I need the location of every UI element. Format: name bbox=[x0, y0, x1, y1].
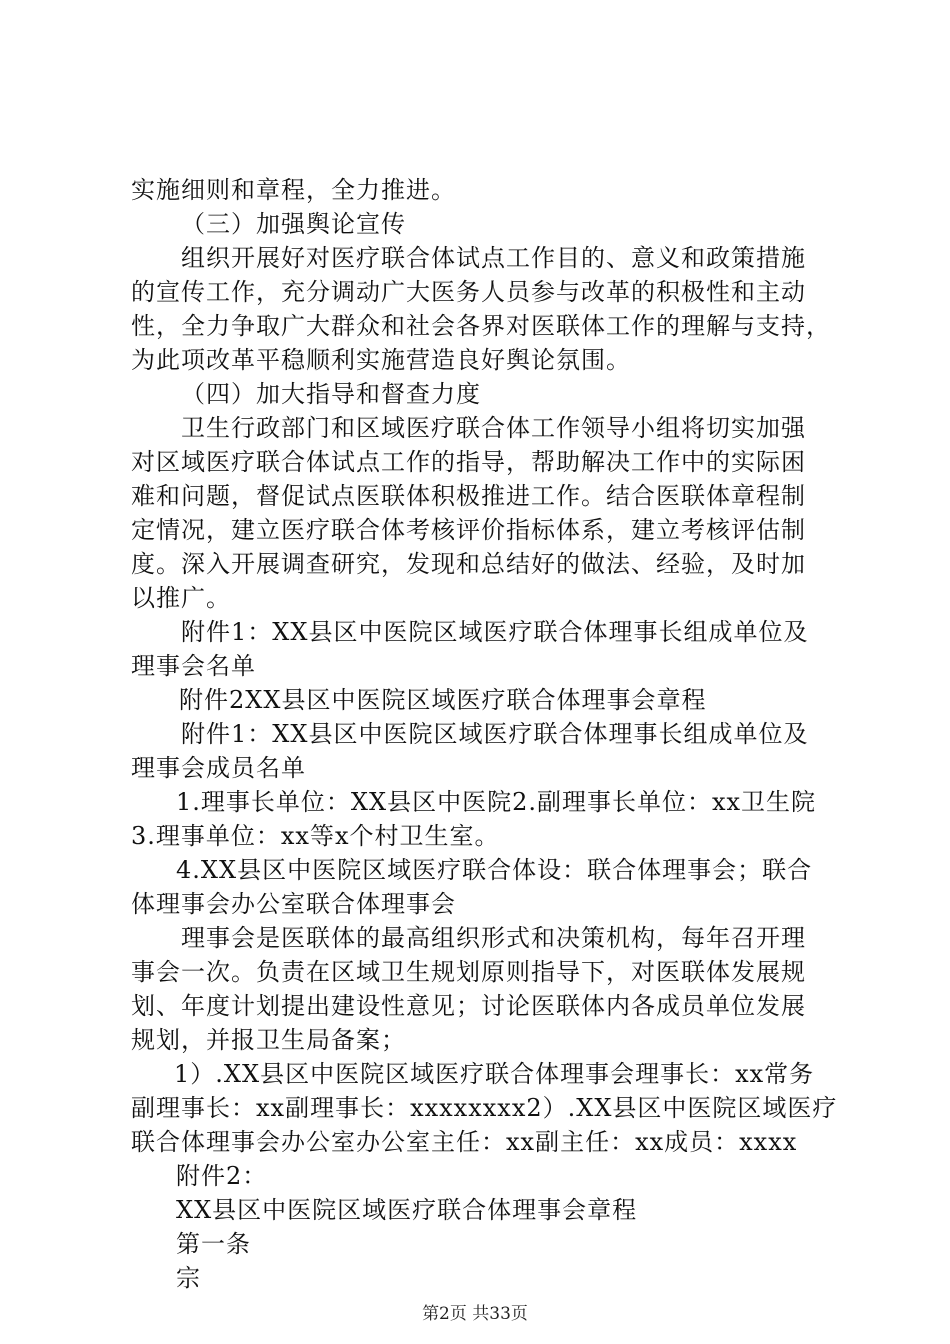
member-line-3: 联合体理事会办公室办公室主任：xx副主任：xx成员：xxxx bbox=[131, 1128, 798, 1156]
member-line-2: 副理事长：xx副理事长：xxxxxxxx2）.XX县区中医院区域医疗 bbox=[131, 1094, 838, 1122]
body-line-23: 理事会是医联体的最高组织形式和决策机构，每年召开理 bbox=[181, 924, 806, 952]
body-line-24: 事会一次。负责在区域卫生规划原则指导下，对医联体发展规 bbox=[131, 958, 806, 986]
body-line-6: 为此项改革平稳顺利实施营造良好舆论氛围。 bbox=[131, 346, 631, 374]
attachment-line-2: 理事会名单 bbox=[131, 652, 256, 680]
section-heading-3: （三）加强舆论宣传 bbox=[181, 210, 406, 238]
article-text: 宗 bbox=[176, 1264, 201, 1292]
attachment-line-3: 附件2XX县区中医院区域医疗联合体理事会章程 bbox=[179, 686, 707, 714]
page-number-footer: 第2页 共33页 bbox=[422, 1304, 528, 1324]
body-line-10: 难和问题，督促试点医联体积极推进工作。结合医联体章程制 bbox=[131, 482, 806, 510]
list-item-1: 1.理事长单位：XX县区中医院2.副理事长单位：xx卫生院 bbox=[176, 788, 817, 816]
body-line-11: 定情况，建立医疗联合体考核评价指标体系，建立考核评估制 bbox=[131, 516, 806, 544]
body-line-13: 以推广。 bbox=[131, 584, 231, 612]
list-item-3: 3.理事单位：xx等x个村卫生室。 bbox=[131, 822, 500, 850]
body-line-8: 卫生行政部门和区域医疗联合体工作领导小组将切实加强 bbox=[181, 414, 806, 442]
body-line-26: 规划，并报卫生局备案； bbox=[131, 1026, 406, 1054]
list-item-4: 4.XX县区中医院区域医疗联合体设：联合体理事会；联合 bbox=[176, 856, 813, 884]
attachment-line-1: 附件1：XX县区中医院区域医疗联合体理事长组成单位及 bbox=[181, 618, 809, 646]
body-line-9: 对区域医疗联合体试点工作的指导，帮助解决工作中的实际困 bbox=[131, 448, 806, 476]
attachment-heading-1: 附件1：XX县区中医院区域医疗联合体理事长组成单位及 bbox=[181, 720, 809, 748]
list-item-4-cont: 体理事会办公室联合体理事会 bbox=[131, 890, 456, 918]
member-line-1: 1）.XX县区中医院区域医疗联合体理事会理事长：xx常务 bbox=[174, 1060, 815, 1088]
body-line-1: 实施细则和章程，全力推进。 bbox=[131, 176, 456, 204]
body-line-5: 性，全力争取广大群众和社会各界对医联体工作的理解与支持， bbox=[131, 312, 831, 340]
body-line-4: 的宣传工作，充分调动广大医务人员参与改革的积极性和主动 bbox=[131, 278, 806, 306]
charter-title: XX县区中医院区域医疗联合体理事会章程 bbox=[176, 1196, 638, 1224]
body-line-25: 划、年度计划提出建设性意见；讨论医联体内各成员单位发展 bbox=[131, 992, 806, 1020]
body-line-3: 组织开展好对医疗联合体试点工作目的、意义和政策措施 bbox=[181, 244, 806, 272]
body-line-12: 度。深入开展调查研究，发现和总结好的做法、经验，及时加 bbox=[131, 550, 806, 578]
section-heading-4: （四）加大指导和督查力度 bbox=[181, 380, 481, 408]
attachment-heading-1-cont: 理事会成员名单 bbox=[131, 754, 306, 782]
attachment-heading-2: 附件2： bbox=[176, 1162, 268, 1190]
article-heading: 第一条 bbox=[176, 1230, 251, 1258]
